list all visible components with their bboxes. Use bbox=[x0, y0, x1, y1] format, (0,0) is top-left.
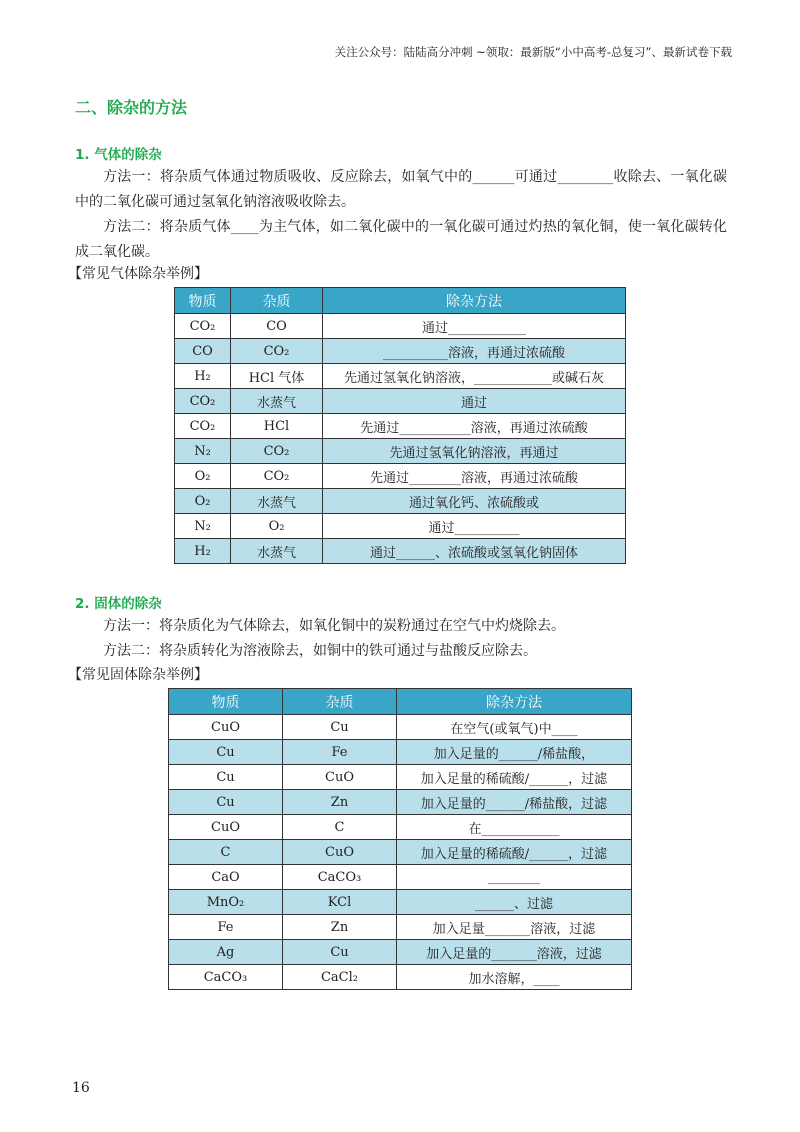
cell-impurity: HCl bbox=[231, 414, 323, 439]
cell-impurity: CaCl₂ bbox=[283, 965, 397, 990]
cell-substance: CO₂ bbox=[175, 314, 231, 339]
solid-section-title: 2. 固体的除杂 bbox=[75, 596, 162, 612]
solid-table-caption: 【常见固体除杂举例】 bbox=[68, 667, 208, 683]
solid-method-one: 方法一：将杂质化为气体除去，如氧化铜中的炭粉通过在空气中灼烧除去。 bbox=[103, 618, 565, 634]
cell-substance: O₂ bbox=[175, 464, 231, 489]
cell-impurity: CO₂ bbox=[231, 339, 323, 364]
cell-impurity: Fe bbox=[283, 740, 397, 765]
header-substance: 物质 bbox=[175, 288, 231, 314]
table-header-row bbox=[175, 288, 626, 314]
table-row bbox=[169, 765, 632, 790]
table-row bbox=[169, 940, 632, 965]
header-impurity: 杂质 bbox=[231, 288, 323, 314]
cell-impurity: CO₂ bbox=[231, 464, 323, 489]
table-row bbox=[169, 915, 632, 940]
section-title: 二、除杂的方法 bbox=[75, 98, 188, 117]
cell-method: 通过氧化钙、浓硫酸或 bbox=[323, 489, 626, 514]
cell-substance: Ag bbox=[169, 940, 283, 965]
cell-substance: CO bbox=[175, 339, 231, 364]
cell-impurity: O₂ bbox=[231, 514, 323, 539]
table-row bbox=[175, 489, 626, 514]
header-impurity: 杂质 bbox=[283, 689, 397, 715]
table-row bbox=[169, 815, 632, 840]
cell-substance: N₂ bbox=[175, 439, 231, 464]
cell-method: 通过 bbox=[323, 389, 626, 414]
cell-impurity: Zn bbox=[283, 790, 397, 815]
cell-impurity: CuO bbox=[283, 840, 397, 865]
cell-substance: N₂ bbox=[175, 514, 231, 539]
gas-method-one: 方法一：将杂质气体通过物质吸收、反应除去，如氧气中的______可通过________收除去、一氧化碳中的二氧化碳可通过氢氧化钠溶液吸收除去。 bbox=[75, 169, 727, 210]
gas-method-two: 方法二：将杂质气体____为主气体，如二氧化碳中的一氧化碳可通过灼热的氧化铜，使一氧化碳转化成二氧化碳。 bbox=[75, 219, 727, 260]
cell-impurity: CaCO₃ bbox=[283, 865, 397, 890]
cell-substance: O₂ bbox=[175, 489, 231, 514]
solid-method-two: 方法二：将杂质转化为溶液除去，如铜中的铁可通过与盐酸反应除去。 bbox=[103, 643, 537, 659]
cell-method: 加入足量的______/稀盐酸，过滤 bbox=[397, 790, 632, 815]
cell-method: 加入足量_______溶液，过滤 bbox=[397, 915, 632, 940]
table-row bbox=[175, 464, 626, 489]
cell-impurity: Cu bbox=[283, 715, 397, 740]
table-row bbox=[175, 414, 626, 439]
cell-method: 在____________ bbox=[397, 815, 632, 840]
table-row bbox=[175, 339, 626, 364]
cell-impurity: Zn bbox=[283, 915, 397, 940]
cell-method: 通过____________ bbox=[323, 314, 626, 339]
table-row bbox=[169, 715, 632, 740]
header-method: 除杂方法 bbox=[323, 288, 626, 314]
cell-method: ________ bbox=[397, 865, 632, 890]
cell-substance: CO₂ bbox=[175, 414, 231, 439]
cell-method: 先通过氢氧化钠溶液，再通过 bbox=[323, 439, 626, 464]
cell-impurity: CuO bbox=[283, 765, 397, 790]
cell-method: 加入足量的稀硫酸/______，过滤 bbox=[397, 765, 632, 790]
cell-impurity: Cu bbox=[283, 940, 397, 965]
cell-method: 在空气(或氧气)中____ bbox=[397, 715, 632, 740]
cell-substance: C bbox=[169, 840, 283, 865]
table-row bbox=[169, 890, 632, 915]
cell-substance: CaO bbox=[169, 865, 283, 890]
cell-method: 加水溶解，____ bbox=[397, 965, 632, 990]
table-row bbox=[169, 790, 632, 815]
cell-substance: H₂ bbox=[175, 364, 231, 389]
table-row bbox=[169, 740, 632, 765]
cell-method: ______、过滤 bbox=[397, 890, 632, 915]
cell-impurity: CO bbox=[231, 314, 323, 339]
cell-substance: Fe bbox=[169, 915, 283, 940]
cell-substance: CaCO₃ bbox=[169, 965, 283, 990]
cell-impurity: CO₂ bbox=[231, 439, 323, 464]
gas-section-title: 1. 气体的除杂 bbox=[75, 147, 162, 163]
cell-substance: CO₂ bbox=[175, 389, 231, 414]
cell-impurity: 水蒸气 bbox=[231, 389, 323, 414]
table-row bbox=[175, 514, 626, 539]
cell-impurity: KCl bbox=[283, 890, 397, 915]
table-row bbox=[169, 840, 632, 865]
cell-method: 先通过氢氧化钠溶液，____________或碱石灰 bbox=[323, 364, 626, 389]
solid-impurity-table bbox=[168, 688, 632, 990]
cell-method: __________溶液，再通过浓硫酸 bbox=[323, 339, 626, 364]
table-header-row bbox=[169, 689, 632, 715]
table-row bbox=[175, 389, 626, 414]
cell-method: 通过__________ bbox=[323, 514, 626, 539]
table-row bbox=[169, 965, 632, 990]
cell-impurity: 水蒸气 bbox=[231, 489, 323, 514]
cell-substance: CuO bbox=[169, 715, 283, 740]
cell-substance: MnO₂ bbox=[169, 890, 283, 915]
header-substance: 物质 bbox=[169, 689, 283, 715]
cell-method: 通过______、浓硫酸或氢氧化钠固体 bbox=[323, 539, 626, 564]
header-method: 除杂方法 bbox=[397, 689, 632, 715]
table-row bbox=[169, 865, 632, 890]
cell-method: 先通过________溶液，再通过浓硫酸 bbox=[323, 464, 626, 489]
header-note: 关注公众号：陆陆高分冲刺 ~领取：最新版“小中高考-总复习”、最新试卷下载 bbox=[334, 45, 732, 59]
page-number: 16 bbox=[72, 1080, 90, 1096]
cell-impurity: HCl 气体 bbox=[231, 364, 323, 389]
table-row bbox=[175, 539, 626, 564]
cell-substance: CuO bbox=[169, 815, 283, 840]
cell-impurity: 水蒸气 bbox=[231, 539, 323, 564]
cell-method: 加入足量的______/稀盐酸， bbox=[397, 740, 632, 765]
cell-substance: Cu bbox=[169, 740, 283, 765]
gas-impurity-table bbox=[174, 287, 626, 564]
cell-substance: Cu bbox=[169, 790, 283, 815]
cell-impurity: C bbox=[283, 815, 397, 840]
table-row bbox=[175, 364, 626, 389]
table-row bbox=[175, 439, 626, 464]
cell-method: 先通过___________溶液，再通过浓硫酸 bbox=[323, 414, 626, 439]
table-row bbox=[175, 314, 626, 339]
gas-table-caption: 【常见气体除杂举例】 bbox=[68, 266, 208, 282]
cell-substance: Cu bbox=[169, 765, 283, 790]
cell-substance: H₂ bbox=[175, 539, 231, 564]
cell-method: 加入足量的_______溶液，过滤 bbox=[397, 940, 632, 965]
cell-method: 加入足量的稀硫酸/______，过滤 bbox=[397, 840, 632, 865]
